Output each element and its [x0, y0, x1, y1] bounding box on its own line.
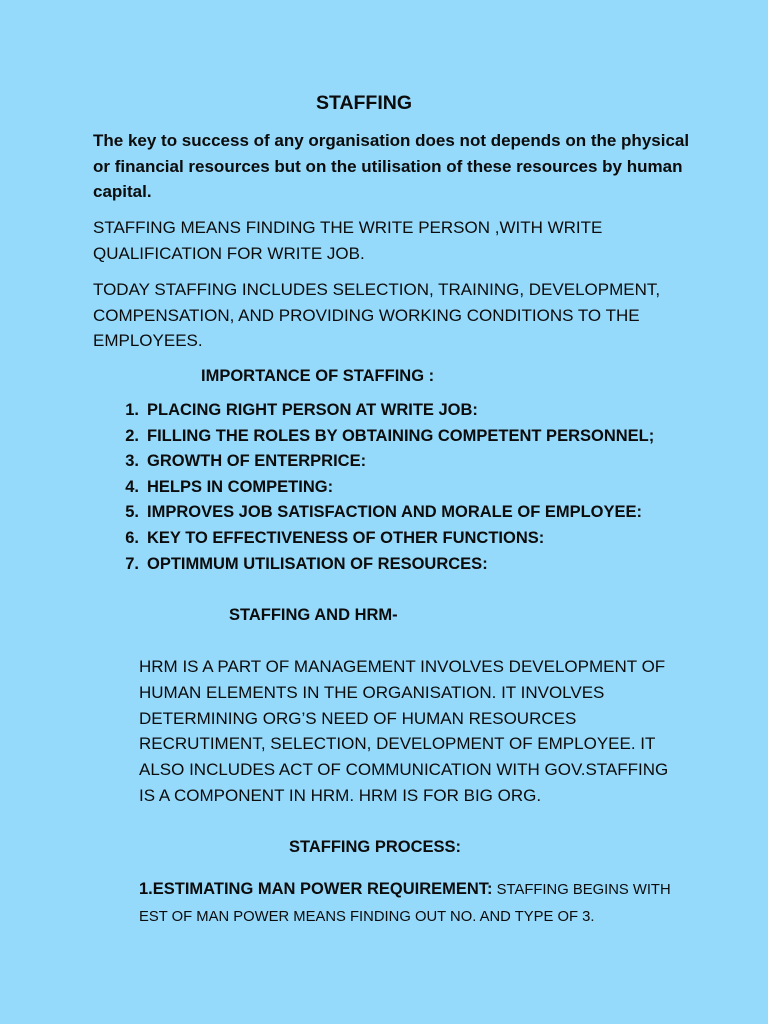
- list-item: [93, 500, 654, 526]
- list-text: OPTIMMUM UTILISATION OF RESOURCES:: [147, 554, 488, 573]
- list-item: [93, 552, 654, 578]
- list-text: IMPROVES JOB SATISFACTION AND MORALE OF EMPLOYEE:: [147, 503, 643, 522]
- list-number: 1.: [125, 401, 139, 419]
- list-number: 6.: [125, 528, 139, 547]
- process-step-1: [139, 877, 699, 930]
- importance-list: [93, 398, 654, 577]
- step-1-heading: 1.ESTIMATING MAN POWER REQUIREMENT:: [139, 880, 493, 898]
- hrm-heading: STAFFING AND HRM-: [229, 606, 398, 624]
- list-number: 5.: [125, 503, 139, 522]
- process-heading: STAFFING PROCESS:: [289, 838, 462, 856]
- step-1-text: STAFFING BEGINS WITH EST OF MAN POWER MEANS FINDING OUT NO. AND TYPE OF 3.: [139, 882, 671, 925]
- page-title: STAFFING: [315, 92, 413, 114]
- importance-heading: IMPORTANCE OF STAFFING :: [201, 367, 435, 385]
- list-number: 7.: [125, 554, 139, 573]
- list-number: 4.: [125, 477, 139, 496]
- list-text: KEY TO EFFECTIVENESS OF OTHER FUNCTIONS:: [147, 528, 545, 547]
- list-number: 3.: [125, 452, 139, 471]
- list-text: PLACING RIGHT PERSON AT WRITE JOB:: [147, 401, 478, 419]
- intro-paragraph: The key to success of any organisation does not depends on the physical or financial resources but on the utilisation of these resources by human capital.: [93, 131, 690, 201]
- list-number: 2.: [125, 426, 139, 445]
- list-text: FILLING THE ROLES BY OBTAINING COMPETENT PERSONNEL;: [147, 426, 655, 445]
- meaning-paragraph: STAFFING MEANS FINDING THE WRITE PERSON ,WITH WRITE QUALIFICATION FOR WRITE JOB.: [93, 218, 603, 263]
- today-paragraph: TODAY STAFFING INCLUDES SELECTION, TRAINING, DEVELOPMENT, COMPENSATION, AND PROVIDING WORKING CONDITIONS TO THE EMPLOYEES.: [93, 280, 661, 350]
- list-text: GROWTH OF ENTERPRICE:: [147, 452, 367, 471]
- list-item: [93, 475, 654, 501]
- list-item: [93, 424, 654, 450]
- list-item: [93, 398, 654, 424]
- list-item: [93, 449, 654, 475]
- list-text: HELPS IN COMPETING:: [147, 477, 334, 496]
- hrm-paragraph: HRM IS A PART OF MANAGEMENT INVOLVES DEVELOPMENT OF HUMAN ELEMENTS IN THE ORGANISATION. IT INVOLVES DETERMINING ORG’S NEED OF HUMAN RESOURCES RECRUTIMENT, SELECTION, DEVELOPMENT OF EMPLOYEE. IT ALSO INCLUDES ACT OF COMMUNICATION WITH GOV.STAFFING IS A COMPONENT IN HRM. HRM IS FOR BIG ORG.: [139, 657, 669, 805]
- list-item: [93, 526, 654, 552]
